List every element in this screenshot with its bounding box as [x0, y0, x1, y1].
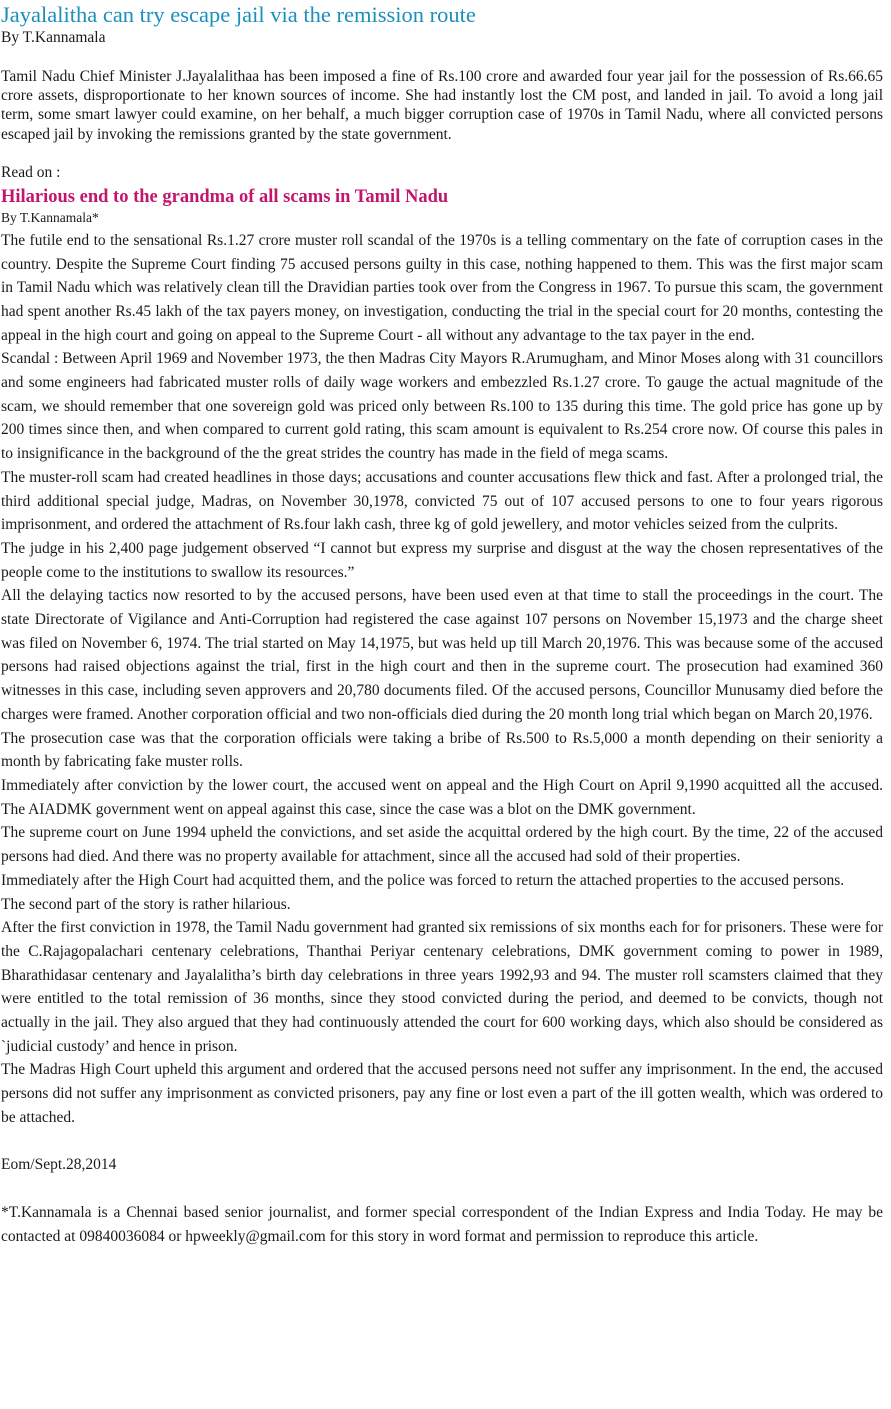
article-title: Jayalalitha can try escape jail via the remission route	[1, 2, 476, 27]
body-paragraph: After the first conviction in 1978, the Tamil Nadu government had granted six remissions of six months each for for prisoners. These were for the C.Rajagopalachari centenary celebrations, Thanthai Periyar centenary celebrations, DMK government coming to power in 1989, Bharathidasar centenary and Jayalalitha’s birth day celebrations in three years 1992,93 and 94. The muster roll scamsters claimed that they were entitled to the total remission of 36 months, since they stood convicted during the period, and deemed to be convicts, though not actually in the jail. They also argued that they had continuously attended the court for 600 working days, which also should be considered as `judicial custody’ and hence in prison.	[1, 919, 883, 1055]
related-article-body	[1, 229, 883, 1130]
related-article-title: Hilarious end to the grandma of all scams in Tamil Nadu	[1, 186, 449, 207]
body-paragraph: The futile end to the sensational Rs.1.27 crore muster roll scandal of the 1970s is a telling commentary on the fate of corruption cases in the country. Despite the Supreme Court finding 75 accused persons guilty in this case, nothing happened to them. This was the first major scam in Tamil Nadu which was relatively clean till the Dravidian parties took over from the Congress in 1967. To pursue this scam, the government had spent another Rs.45 lakh of the tax payers money, on investigation, conducting the trial in the special court for 20 months, contesting the appeal in the high court and going on appeal to the Supreme Court - all without any advantage to the tax payer in the end.	[1, 231, 883, 344]
body-paragraph: The judge in his 2,400 page judgement observed “I cannot but express my surprise and disgust at the way the chosen representatives of the people come to the institutions to swallow its resources.”	[1, 539, 883, 581]
body-paragraph: The supreme court on June 1994 upheld the convictions, and set aside the acquittal ordered by the high court. By the time, 22 of the accused persons had died. And there was no property available for attachment, since all the accused had sold of their properties.	[1, 824, 883, 866]
body-paragraph: The prosecution case was that the corporation officials were taking a bribe of Rs.500 to Rs.5,000 a month depending on their seniority a month by fabricating fake muster rolls.	[1, 729, 883, 771]
article-intro: Tamil Nadu Chief Minister J.Jayalalithaa has been imposed a fine of Rs.100 crore and awarded four year jail for the possession of Rs.66.65 crore assets, disproportionate to her known sources of income. She had instantly lost the CM post, and landed in jail. To avoid a long jail term, some smart lawyer could examine, on her behalf, a much bigger corruption case of 1970s in Tamil Nadu, where all convicted persons escaped jail by invoking the remissions granted by the state government.	[1, 68, 883, 143]
read-on-label: Read on :	[1, 163, 61, 181]
body-paragraph: All the delaying tactics now resorted to by the accused persons, have been used even at that time to stall the proceedings in the court. The state Directorate of Vigilance and Anti-Corruption had registered the case against 107 persons on November 15,1973 and the charge sheet was filed on November 6, 1974. The trial started on May 14,1975, but was held up till March 20,1976. This was because some of the accused persons had raised objections against the trial, first in the high court and then in the supreme court. The prosecution had examined 360 witnesses in this case, including seven approvers and 20,780 documents filed. Of the accused persons, Councillor Munusamy died before the charges were framed. Another corporation official and two non-officials died during the 20 month long trial which began on March 20,1976.	[1, 587, 883, 723]
article-page	[1, 0, 883, 1249]
body-paragraph: Scandal : Between April 1969 and November 1973, the then Madras City Mayors R.Arumugham, and Minor Moses along with 31 councillors and some engineers had fabricated muster rolls of daily wage workers and embezzled Rs.1.27 crore. To gauge the actual magnitude of the scam, we should remember that one sovereign gold was priced only between Rs.100 to 135 during this time. The gold price has gone up by 200 times since then, and when compared to current gold rating, this scam amount is equivalent to Rs.254 crore now. Of course this pales in to insignificance in the background of the the great strides the country has made in the field of mega scams.	[1, 350, 883, 463]
body-paragraph: Immediately after the High Court had acquitted them, and the police was forced to return the attached properties to the accused persons.	[1, 871, 845, 889]
body-paragraph: The second part of the story is rather hilarious.	[1, 895, 291, 913]
article-byline: By T.Kannamala	[1, 29, 106, 46]
body-paragraph: The Madras High Court upheld this argument and ordered that the accused persons need not suffer any imprisonment. In the end, the accused persons did not suffer any imprisonment as convicted prisoners, pay any fine or lost even a part of the ill gotten wealth, which was ordered to be attached.	[1, 1061, 883, 1126]
body-paragraph: The muster-roll scam had created headlines in those days; accusations and counter accusations flew thick and fast. After a prolonged trial, the third additional special judge, Madras, on November 30,1978, convicted 75 out of 107 accused persons to one to four years rigorous imprisonment, and ordered the attachment of Rs.four lakh cash, three kg of gold jewellery, and motor vehicles seized from the culprits.	[1, 468, 883, 534]
body-paragraph: Immediately after conviction by the lower court, the accused went on appeal and the High Court on April 9,1990 acquitted all the accused. The AIADMK government went on appeal against this case, since the case was a blot on the DMK government.	[1, 776, 883, 818]
related-article-byline: By T.Kannamala*	[1, 209, 99, 225]
author-footnote: *T.Kannamala is a Chennai based senior journalist, and former special correspondent of the Indian Express and India Today. He may be contacted at 09840036084 or hpweekly@gmail.com for this story in word format and permission to reproduce this article.	[1, 1204, 883, 1245]
dateline: Eom/Sept.28,2014	[1, 1155, 117, 1173]
